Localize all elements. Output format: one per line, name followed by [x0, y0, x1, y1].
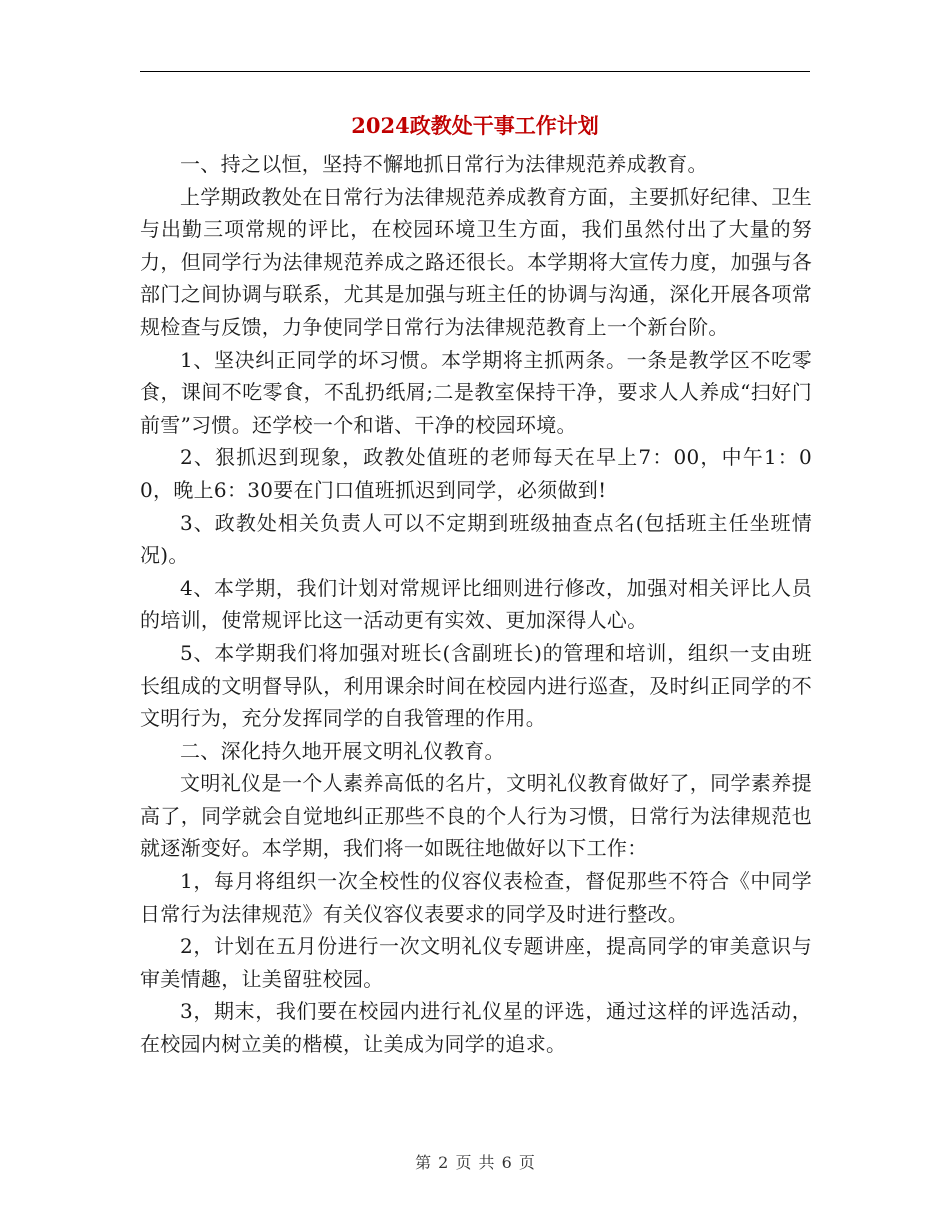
paragraph-section-1-heading: 一、持之以恒，坚持不懈地抓日常行为法律规范养成教育。	[180, 152, 708, 176]
document-body	[140, 148, 812, 1061]
paragraph: 上学期政教处在日常行为法律规范养成教育方面，主要抓好纪律、卫生与出勤三项常规的评比，在校园环境卫生方面，我们虽然付出了大量的努力，但同学行为法律规范养成之路还很长。本学期将大宣传力度，加强与各部门之间协调与联系，尤其是加强与班主任的协调与沟通，深化开展各项常规检查与反馈，力争使同学日常行为法律规范教育上一个新台阶。	[140, 184, 812, 339]
paragraph: 3、政教处相关负责人可以不定期到班级抽查点名(包括班主任坐班情况)。	[140, 510, 812, 568]
paragraph: 1、坚决纠正同学的坏习惯。本学期将主抓两条。一条是教学区不吃零食，课间不吃零食，不乱扔纸屑;二是教室保持干净，要求人人养成“扫好门前雪”习惯。还学校一个和谐、干净的校园环境。	[140, 347, 812, 437]
document-title: 2024政教处干事工作计划	[351, 113, 599, 138]
paragraph: 2，计划在五月份进行一次文明礼仪专题讲座，提高同学的审美意识与审美情趣，让美留驻校园。	[140, 934, 812, 991]
paragraph: 5、本学期我们将加强对班长(含副班长)的管理和培训，组织一支由班长组成的文明督导队，利用课余时间在校园内进行巡查，及时纠正同学的不文明行为，充分发挥同学的自我管理的作用。	[140, 640, 812, 731]
paragraph-section-2-heading: 二、深化持久地开展文明礼仪教育。	[180, 738, 505, 763]
paragraph: 4、本学期，我们计划对常规评比细则进行修改，加强对相关评比人员的培训，使常规评比这一活动更有实效、更加深得人心。	[140, 575, 812, 633]
page-number-footer: 第 2 页 共 6 页	[415, 1153, 535, 1172]
paragraph: 1，每月将组织一次全校性的仪容仪表检查，督促那些不符合《中同学日常行为法律规范》有关仪容仪表要求的同学及时进行整改。	[140, 869, 812, 926]
header-rule	[140, 71, 810, 72]
paragraph: 文明礼仪是一个人素养高低的名片，文明礼仪教育做好了，同学素养提高了，同学就会自觉地纠正那些不良的个人行为习惯，日常行为法律规范也就逐渐变好。本学期，我们将一如既往地做好以下工作：	[140, 771, 812, 861]
paragraph: 2、狠抓迟到现象，政教处值班的老师每天在早上7：00，中午1：00，晚上6：30要在门口值班抓迟到同学，必须做到!	[140, 445, 812, 502]
paragraph: 3，期末，我们要在校园内进行礼仪星的评选，通过这样的评选活动，在校园内树立美的楷模，让美成为同学的追求。	[140, 999, 812, 1057]
